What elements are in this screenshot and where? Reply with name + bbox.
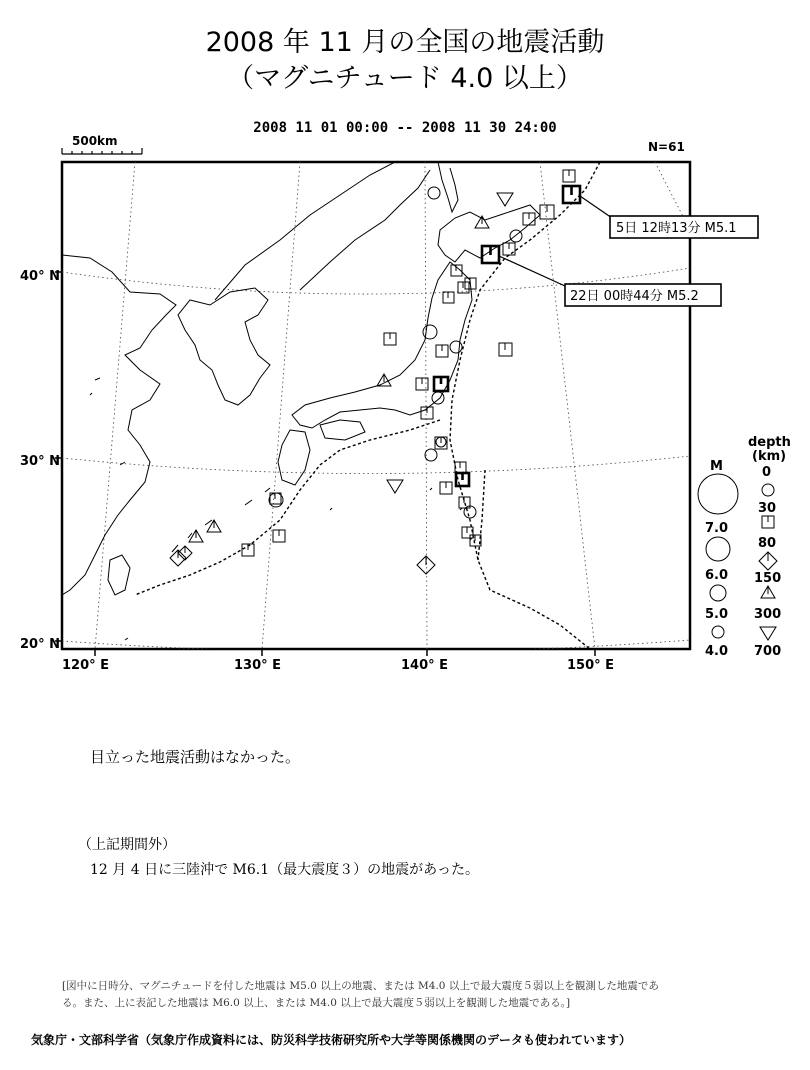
callout-label-1: 5日 12時13分 M5.1: [616, 221, 737, 236]
lat-label-30: 30° N: [20, 454, 60, 469]
latitude-labels: [20, 269, 60, 652]
footnote-line-2: る。また、上に表記した地震は M6.0 以上、または M4.0 以上で最大震度５弱以上を観測した地震である。]: [62, 997, 571, 1009]
event-count: N=61: [648, 140, 685, 154]
map-frame: [62, 162, 690, 649]
credit-line: 気象庁・文部科学省（気象庁作成資料には、防災科学技術研究所や大学等関係機関のデータも使われています）: [31, 1033, 632, 1047]
legend-magnitude-title: M: [710, 459, 723, 474]
map-title: 2008 年 11 月の全国の地震活動: [205, 27, 605, 58]
legend-depth-title: depth: [748, 435, 791, 450]
lon-label-150: 150° E: [567, 658, 615, 673]
longitude-labels: [62, 658, 614, 673]
legend-mag-5: 5.0: [705, 607, 729, 622]
legend-mag-7: 7.0: [705, 521, 729, 536]
legend-depth-unit: (km): [752, 449, 787, 464]
legend: [698, 435, 791, 659]
period-range: 2008 11 01 00:00 -- 2008 11 30 24:00: [253, 120, 557, 136]
note-body: 12 月 4 日に三陸沖で M6.1（最大震度３）の地震があった。: [90, 862, 479, 878]
legend-depth-30: 30: [758, 501, 777, 516]
lat-label-20: 20° N: [20, 637, 60, 652]
note-heading: （上記期間外）: [78, 837, 176, 853]
lat-label-40: 40° N: [20, 269, 60, 284]
lon-label-120: 120° E: [62, 658, 110, 673]
legend-mag-6: 6.0: [705, 568, 729, 583]
callout-label-2: 22日 00時44分 M5.2: [570, 289, 699, 304]
legend-depth-700: 700: [754, 644, 782, 659]
legend-mag-4: 4.0: [705, 644, 729, 659]
legend-depth-0: 0: [762, 465, 772, 480]
scale-bar-label: 500km: [72, 134, 118, 148]
footnote-line-1: [図中に日時分、マグニチュードを付した地震は M5.0 以上の地震、または M4.0 以上で最大震度５弱以上を観測した地震であ: [62, 980, 659, 992]
map-subtitle: （マグニチュード 4.0 以上）: [227, 63, 583, 94]
lon-label-130: 130° E: [234, 658, 282, 673]
legend-depth-80: 80: [758, 536, 777, 551]
legend-depth-300: 300: [754, 607, 782, 622]
lon-label-140: 140° E: [401, 658, 449, 673]
footnote: [62, 978, 762, 1012]
summary-text: 目立った地震活動はなかった。: [90, 748, 301, 766]
scale-bar: [62, 148, 142, 154]
legend-depth-150: 150: [754, 571, 782, 586]
